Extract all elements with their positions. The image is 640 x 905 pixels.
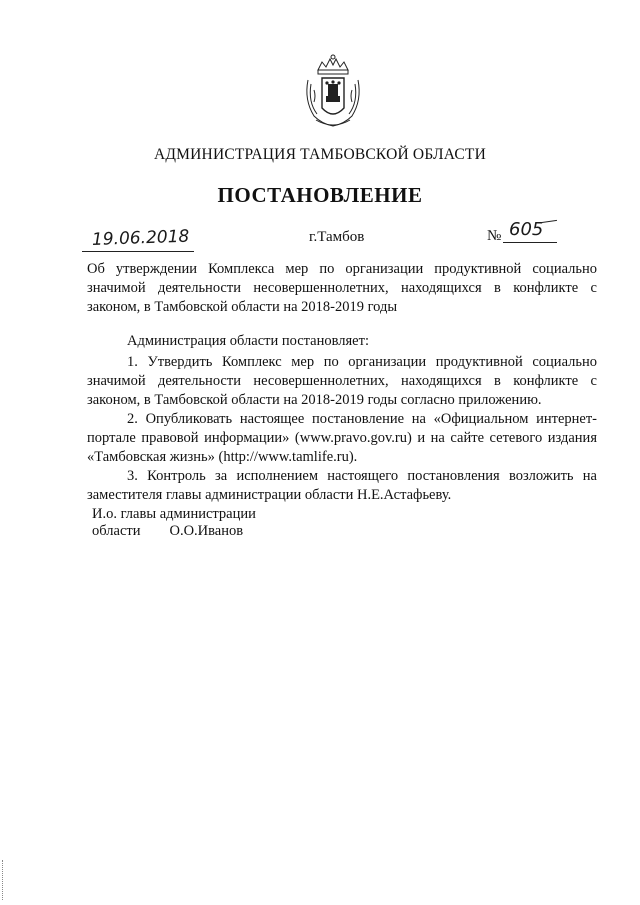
- body-item-2: 2. Опубликовать настоящее постановление на «Официальном интернет-портале правовой информации» (www.pravo.gov.ru) и на сайте сетевого издания «Тамбовская жизнь» (http://www.tamlife.ru).: [87, 411, 597, 465]
- document-body: [87, 332, 597, 505]
- coat-of-arms-icon: [302, 50, 364, 132]
- organization-name: АДМИНИСТРАЦИЯ ТАМБОВСКОЙ ОБЛАСТИ: [154, 146, 486, 163]
- document-type-title: ПОСТАНОВЛЕНИЕ: [217, 183, 423, 207]
- document-subject: Об утверждении Комплекса мер по организации продуктивной социально значимой деятельности несовершеннолетних, находящихся в конфликте с законом, в Тамбовской области на 2018-2019 годы: [87, 261, 597, 315]
- scan-edge-mark: [2, 860, 4, 900]
- date-underline: [82, 251, 194, 252]
- signature-position-line1: И.о. главы администрации: [92, 506, 256, 522]
- document-number: 605: [509, 219, 544, 240]
- document-city: г.Тамбов: [309, 229, 365, 245]
- body-item-1: 1. Утвердить Комплекс мер по организации продуктивной социально значимой деятельности несовершеннолетних, находящихся в конфликте с законом, в Тамбовской области на 2018-2019 годы согласно приложению.: [87, 354, 597, 408]
- signature-name: О.О.Иванов: [169, 523, 244, 539]
- number-stroke: [541, 220, 557, 223]
- document-date: 19.06.2018: [91, 226, 190, 250]
- body-item-3: 3. Контроль за исполнением настоящего постановления возложить на заместителя главы администрации области Н.Е.Астафьеву.: [87, 468, 597, 503]
- number-label: №: [487, 228, 502, 244]
- signature-position-region: области: [92, 523, 141, 539]
- number-underline: [503, 242, 557, 243]
- signature-position-line2: [92, 523, 256, 540]
- body-intro: Администрация области постановляет:: [127, 333, 369, 349]
- signature-block: [92, 506, 256, 540]
